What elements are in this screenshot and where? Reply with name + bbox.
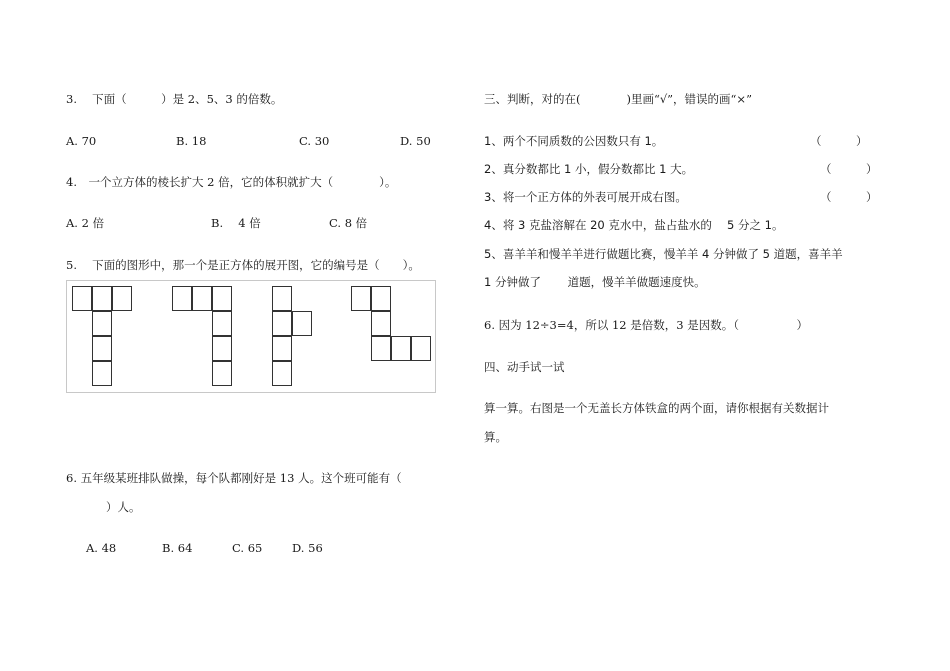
q3-option-b: B. 18 (176, 134, 207, 148)
judge-item-5-line2: 1 分钟做了 道题，慢羊羊做题速度快。 (484, 275, 706, 289)
judge-item-1: 1、两个不同质数的公因数只有 1。 (484, 134, 664, 148)
net-square (92, 311, 112, 336)
net-square (272, 361, 292, 386)
judge-item-6: 6. 因为 12÷3=4，所以 12 是倍数，3 是因数。（ ） (484, 318, 808, 332)
net-square (212, 311, 232, 336)
q3-option-d: D. 50 (400, 134, 431, 148)
net-square (272, 286, 292, 311)
net-square (72, 286, 92, 311)
net-square (272, 311, 292, 336)
section3-title: 三、判断，对的在( )里画“√”，错误的画“×” (484, 92, 752, 106)
net-square (212, 286, 232, 311)
q6-option-c: C. 65 (232, 541, 263, 555)
net-square (192, 286, 212, 311)
net-square (172, 286, 192, 311)
net-square (292, 311, 312, 336)
q6-option-d: D. 56 (292, 541, 323, 555)
q4-stem: 4. 一个立方体的棱长扩大 2 倍，它的体积就扩大（ ）。 (66, 175, 397, 189)
net-square (92, 286, 112, 311)
net-square (371, 336, 391, 361)
q6-stem-line1: 6. 五年级某班排队做操，每个队都刚好是 13 人。这个班可能有（ (66, 471, 402, 485)
q4-option-c: C. 8 倍 (329, 216, 368, 230)
judge-bracket-3: （ ） (820, 190, 878, 204)
net-square (212, 336, 232, 361)
net-square (112, 286, 132, 311)
net-square (212, 361, 232, 386)
q3-stem: 3. 下面（ ）是 2、5、3 的倍数。 (66, 92, 283, 106)
judge-item-2: 2、真分数都比 1 小，假分数都比 1 大。 (484, 162, 694, 176)
net-square (92, 361, 112, 386)
q3-option-a: A. 70 (66, 134, 97, 148)
net-square (371, 286, 391, 311)
judge-item-4: 4、将 3 克盐溶解在 20 克水中，盐占盐水的 5 分之 1。 (484, 218, 784, 232)
section4-text-line2: 算。 (484, 430, 507, 444)
net-square (351, 286, 371, 311)
net-square (411, 336, 431, 361)
net-square (391, 336, 411, 361)
section4-text-line1: 算一算。右图是一个无盖长方体铁盒的两个面，请你根据有关数据计 (484, 401, 829, 415)
net-square (92, 336, 112, 361)
q5-stem: 5. 下面的图形中，那一个是正方体的展开图，它的编号是（ ）。 (66, 258, 420, 272)
q4-option-b: B. 4 倍 (211, 216, 261, 230)
q3-option-c: C. 30 (299, 134, 330, 148)
section4-title: 四、动手试一试 (484, 360, 565, 374)
judge-bracket-1: （ ） (810, 134, 868, 148)
judge-bracket-2: （ ） (820, 162, 878, 176)
q4-option-a: A. 2 倍 (66, 216, 105, 230)
judge-item-3: 3、将一个正方体的外表可展开成右图。 (484, 190, 687, 204)
judge-item-5-line1: 5、喜羊羊和慢羊羊进行做题比赛，慢羊羊 4 分钟做了 5 道题，喜羊羊 (484, 247, 843, 261)
q6-stem-line2: ）人。 (106, 500, 141, 514)
q6-option-b: B. 64 (162, 541, 193, 555)
q6-option-a: A. 48 (86, 541, 117, 555)
net-square (272, 336, 292, 361)
net-square (371, 311, 391, 336)
cube-nets-figure (66, 280, 436, 393)
